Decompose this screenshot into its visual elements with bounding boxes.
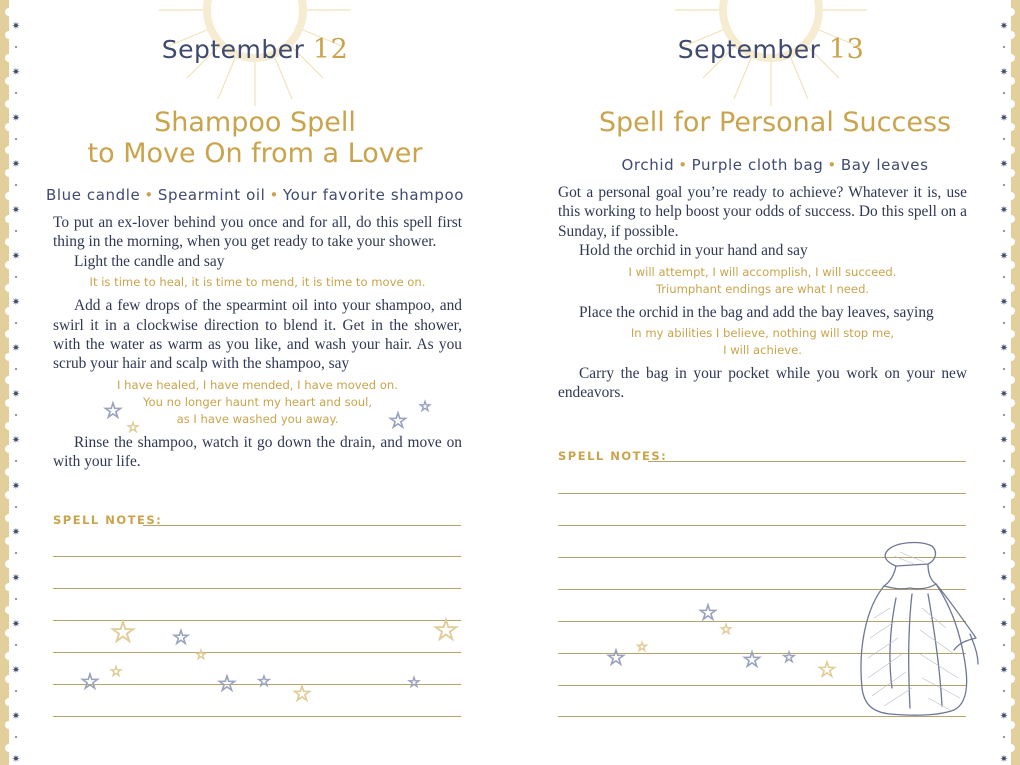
svg-text:✷: ✷ (11, 159, 21, 170)
spell-title-line1: Shampoo Spell (154, 107, 356, 138)
svg-text:✷: ✷ (999, 205, 1009, 216)
incantation: It is time to heal, it is time to mend, it is time to move on. (89, 275, 426, 290)
svg-text:✷: ✷ (11, 435, 21, 446)
svg-text:✷: ✷ (11, 754, 21, 765)
ingredient: Orchid (621, 156, 675, 174)
star-icon: ☆ (698, 601, 718, 626)
incantation-line: as I have washed you away. (176, 411, 339, 426)
svg-text:✷: ✷ (11, 619, 21, 630)
ingredient: Blue candle (45, 186, 141, 204)
star-icon: ☆ (80, 670, 100, 695)
svg-text:✷: ✷ (999, 754, 1009, 765)
star-icon: ☆ (432, 613, 460, 648)
bullet-dot-icon: • (144, 186, 154, 204)
date-day: 12 (312, 34, 349, 65)
star-icon: ☆ (217, 672, 237, 697)
paragraph: Place the orchid in the bag and add the bay leaves, saying (579, 303, 934, 321)
star-icon: ☆ (257, 672, 271, 690)
incantation-line: I will achieve. (723, 343, 802, 358)
svg-text:✷: ✷ (11, 711, 21, 722)
paragraph: Add a few drops of the spearmint oil into your shampoo, and swirl it in a clockwise direction to blend it. Get in the shower, with the water as warm as you like, and wash your hair. As you scrub your hair and scalp with the shampoo, say (53, 297, 462, 373)
svg-text:✷: ✷ (999, 573, 1009, 584)
ingredient: Purple cloth bag (691, 156, 824, 174)
svg-text:✷: ✷ (999, 711, 1009, 722)
svg-text:✷: ✷ (999, 159, 1009, 170)
svg-text:✷: ✷ (11, 573, 21, 584)
star-icon: ☆ (172, 625, 190, 649)
ingredient: Your favorite shampoo (282, 186, 465, 204)
ingredient: Spearmint oil (157, 186, 266, 204)
star-icon: ☆ (292, 682, 312, 707)
star-icon: ☆ (388, 409, 408, 434)
star-icon: ☆ (103, 399, 123, 424)
svg-text:✷: ✷ (11, 343, 21, 354)
star-icon: ☆ (418, 399, 432, 415)
paragraph: Light the candle and say (74, 252, 225, 270)
date-month: September (161, 35, 305, 64)
decorative-stars (510, 0, 1020, 765)
date-month: September (677, 35, 821, 64)
paragraph: Got a personal goal you’re ready to achieve? Whatever it is, use this working to help boost your odds of success. Do this spell on a Sunday, if possible. (558, 184, 967, 240)
svg-text:✷: ✷ (11, 251, 21, 262)
svg-text:✷: ✷ (999, 435, 1009, 446)
svg-text:✷: ✷ (11, 205, 21, 216)
star-icon: ☆ (407, 675, 421, 691)
spell-title-line2: to Move On from a Lover (87, 138, 423, 169)
svg-text:✷: ✷ (11, 481, 21, 492)
bullet-dot-icon: • (827, 156, 837, 174)
bullet-dot-icon: • (269, 186, 279, 204)
star-icon: ☆ (126, 420, 140, 436)
svg-text:✷: ✷ (999, 389, 1009, 400)
svg-text:✷: ✷ (999, 21, 1009, 32)
star-icon: ☆ (109, 615, 137, 650)
svg-text:✷: ✷ (999, 619, 1009, 630)
spell-notes-label: SPELL NOTES: (53, 513, 163, 527)
svg-text:✷: ✷ (11, 527, 21, 538)
svg-text:✷: ✷ (999, 67, 1009, 78)
incantation-line: Triumphant endings are what I need. (655, 281, 870, 296)
right-page (510, 0, 1020, 765)
svg-text:✷: ✷ (999, 481, 1009, 492)
svg-text:✷: ✷ (999, 343, 1009, 354)
paragraph: To put an ex-lover behind you once and for all, do this spell first thing in the morning, when you get ready to take your shower. (53, 214, 462, 251)
star-icon: ☆ (817, 658, 837, 683)
star-icon: ☆ (109, 664, 123, 680)
star-icon: ☆ (195, 648, 207, 663)
paragraph: Carry the bag in your pocket while you work on your new endeavors. (558, 365, 967, 402)
svg-text:✷: ✷ (999, 251, 1009, 262)
date-day: 13 (828, 34, 865, 65)
incantation-line: I have healed, I have mended, I have moved on. (117, 377, 398, 392)
svg-text:✷: ✷ (999, 297, 1009, 308)
star-icon: ☆ (636, 640, 648, 655)
svg-text:✷: ✷ (11, 67, 21, 78)
incantation-line: You no longer haunt my heart and soul, (142, 394, 373, 409)
svg-text:✷: ✷ (11, 389, 21, 400)
bullet-dot-icon: • (678, 156, 688, 174)
svg-text:✷: ✷ (11, 21, 21, 32)
paragraph: Hold the orchid in your hand and say (579, 242, 808, 260)
star-icon: ☆ (742, 648, 762, 673)
paragraph: Rinse the shampoo, watch it go down the drain, and move on with your life. (53, 433, 462, 471)
star-icon: ☆ (719, 622, 733, 638)
svg-text:✷: ✷ (999, 665, 1009, 676)
svg-text:✷: ✷ (11, 113, 21, 124)
spell-title: Spell for Personal Success (598, 107, 952, 138)
svg-text:✷: ✷ (999, 113, 1009, 124)
svg-text:✷: ✷ (11, 665, 21, 676)
ingredient: Bay leaves (840, 156, 929, 174)
star-icon: ☆ (782, 648, 796, 666)
svg-text:✷: ✷ (11, 297, 21, 308)
star-icon: ☆ (606, 646, 626, 671)
incantation-line: I will attempt, I will accomplish, I will succeed. (628, 264, 897, 279)
incantation-line: In my abilities I believe, nothing will stop me, (630, 326, 895, 341)
svg-text:✷: ✷ (999, 527, 1009, 538)
spell-notes-label: SPELL NOTES: (558, 449, 668, 463)
